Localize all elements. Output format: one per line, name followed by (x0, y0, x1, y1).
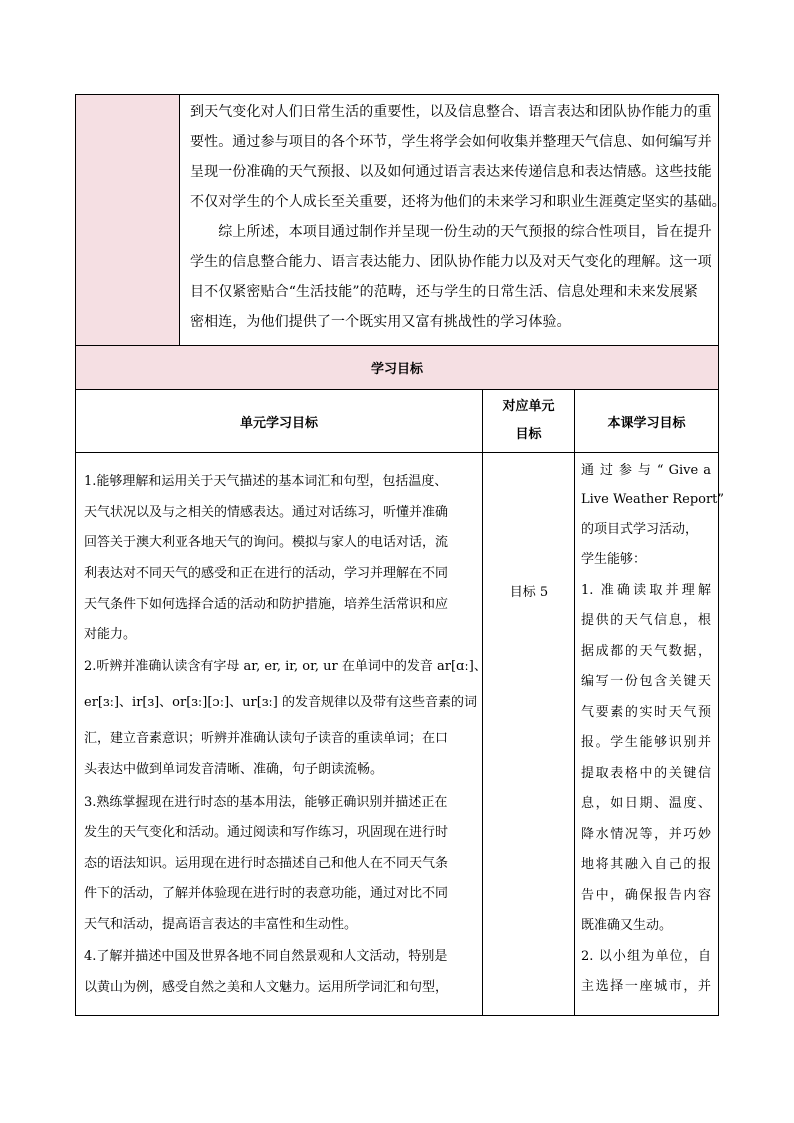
lesson-goal-line: 2. 以小组为单位，自 (581, 949, 711, 964)
objectives-body-row (75, 453, 725, 1016)
lesson-goal-line: 的项目式学习活动， (581, 522, 699, 537)
lesson-goal-line: 提取表格中的关键信 (581, 766, 711, 781)
summary-line: 目不仅紧密贴合“生活技能”的范畴，还与学生的日常生活、信息处理和未来发展紧 (190, 284, 699, 300)
unit-goal-line: 态的语法知识。运用现在进行时态描述自己和他人在不同天气条 (84, 856, 449, 871)
lesson-goal-line: 主选择一座城市，并 (581, 979, 711, 994)
unit-goal-line: 件下的活动，了解并体验现在进行时的表意功能，通过对比不同 (84, 886, 449, 901)
unit-goal-line: 汇，建立音素意识；听辨并准确认读句子读音的重读单词；在口 (84, 731, 449, 746)
summary-line: 密相连，为他们提供了一个既实用又富有挑战性的学习体验。 (190, 314, 571, 330)
lesson-goals-cell (575, 453, 725, 1015)
summary-line: 综上所述，本项目通过制作并呈现一份生动的天气预报的综合性项目，旨在提升 (190, 224, 712, 240)
project-summary-block (75, 94, 726, 346)
summary-text-cell (180, 95, 726, 345)
unit-goal-line: 发生的天气变化和活动。通过阅读和写作练习，巩固现在进行时 (84, 825, 449, 840)
lesson-goal-line: 既准确又生动。 (581, 918, 673, 933)
summary-line: 不仅对学生的个人成长至关重要，还将为他们的未来学习和职业生涯奠定坚实的基础。 (190, 194, 726, 210)
unit-goal-line: 2.听辨并准确认读含有字母 ar, er, ir, or, ur 在单词中的发音 ar[ɑː]、 (84, 659, 487, 674)
lesson-goal-line: 息，如日期、温度、 (581, 796, 711, 811)
unit-goal-line: 回答关于澳大利亚各地天气的询问。模拟与家人的电话对话，流 (84, 535, 449, 550)
summary-label-cell (76, 95, 180, 345)
objectives-header-row (75, 390, 719, 453)
summary-line: 呈现一份准确的天气预报、以及如何通过语言表达来传递信息和表达情感。这些技能 (190, 164, 712, 180)
lesson-goal-line: 降水情况等，并巧妙 (581, 827, 711, 842)
lesson-goal-line: 编写一份包含关键天 (581, 674, 711, 689)
unit-goal-line: 天气条件下如何选择合适的活动和防护措施，培养生活常识和应 (84, 597, 449, 612)
unit-goals-header: 单元学习目标 (76, 390, 483, 452)
summary-line: 到天气变化对人们日常生活的重要性，以及信息整合、语言表达和团队协作能力的重 (190, 104, 712, 120)
unit-goal-line: 4.了解并描述中国及世界各地不同自然景观和人文活动，特别是 (84, 949, 448, 964)
summary-line: 学生的信息整合能力、语言表达能力、团队协作能力以及对天气变化的理解。这一项 (190, 254, 712, 270)
unit-goal-line: 天气状况以及与之相关的情感表达。通过对话练习，听懂并准确 (84, 505, 449, 520)
lesson-goal-line: 提供的天气信息，根 (581, 613, 711, 628)
lesson-goal-line: 学生能够： (581, 552, 647, 567)
unit-goal-line: 利表达对不同天气的感受和正在进行的活动，学习并理解在不同 (84, 566, 449, 581)
corresponding-goal-header-line2: 目标 (515, 427, 542, 442)
corresponding-goal-header-line1: 对应单元 (502, 399, 555, 414)
lesson-goal-line: Live Weather Report” (581, 492, 725, 507)
unit-goal-line: 3.熟练掌握现在进行时态的基本用法，能够正确识别并描述正在 (84, 795, 448, 810)
unit-goal-line: 1.能够理解和运用关于天气描述的基本词汇和句型，包括温度、 (84, 474, 448, 489)
lesson-goal-line: 报。学生能够识别并 (581, 735, 711, 750)
lesson-goal-line: 地将其融入自己的报 (581, 857, 711, 872)
unit-goal-line: er[ɜː]、ir[ɜ]、or[ɜː][ɔː]、ur[ɜː] 的发音规律以及带有这些音素的词 (84, 695, 478, 710)
corresponding-goal-value: 目标 5 (509, 585, 549, 600)
unit-goal-line: 以黄山为例，感受自然之美和人文魅力。运用所学词汇和句型， (84, 980, 449, 995)
corresponding-goal-header (483, 390, 575, 452)
learning-objectives-heading: 学习目标 (75, 346, 719, 390)
summary-line: 要性。通过参与项目的各个环节，学生将学会如何收集并整理天气信息、如何编写并 (190, 134, 712, 150)
unit-goal-line: 天气和活动，提高语言表达的丰富性和生动性。 (84, 917, 358, 932)
unit-goal-line: 头表达中做到单词发音清晰、准确，句子朗读流畅。 (84, 762, 384, 777)
lesson-goal-line: 告中，确保报告内容 (581, 888, 711, 903)
corresponding-goal-cell (483, 453, 575, 1015)
unit-goals-cell (76, 453, 487, 1015)
lesson-goal-line: 通 过 参 与 “ Give a (581, 463, 711, 478)
lesson-goal-line: 据成都的天气数据， (581, 644, 711, 659)
lesson-goal-line: 气要素的实时天气预 (581, 705, 711, 720)
lesson-goal-line: 1. 准确读取并理解 (581, 583, 711, 598)
unit-goal-line: 对能力。 (84, 627, 137, 642)
lesson-goals-header: 本课学习目标 (607, 415, 686, 431)
